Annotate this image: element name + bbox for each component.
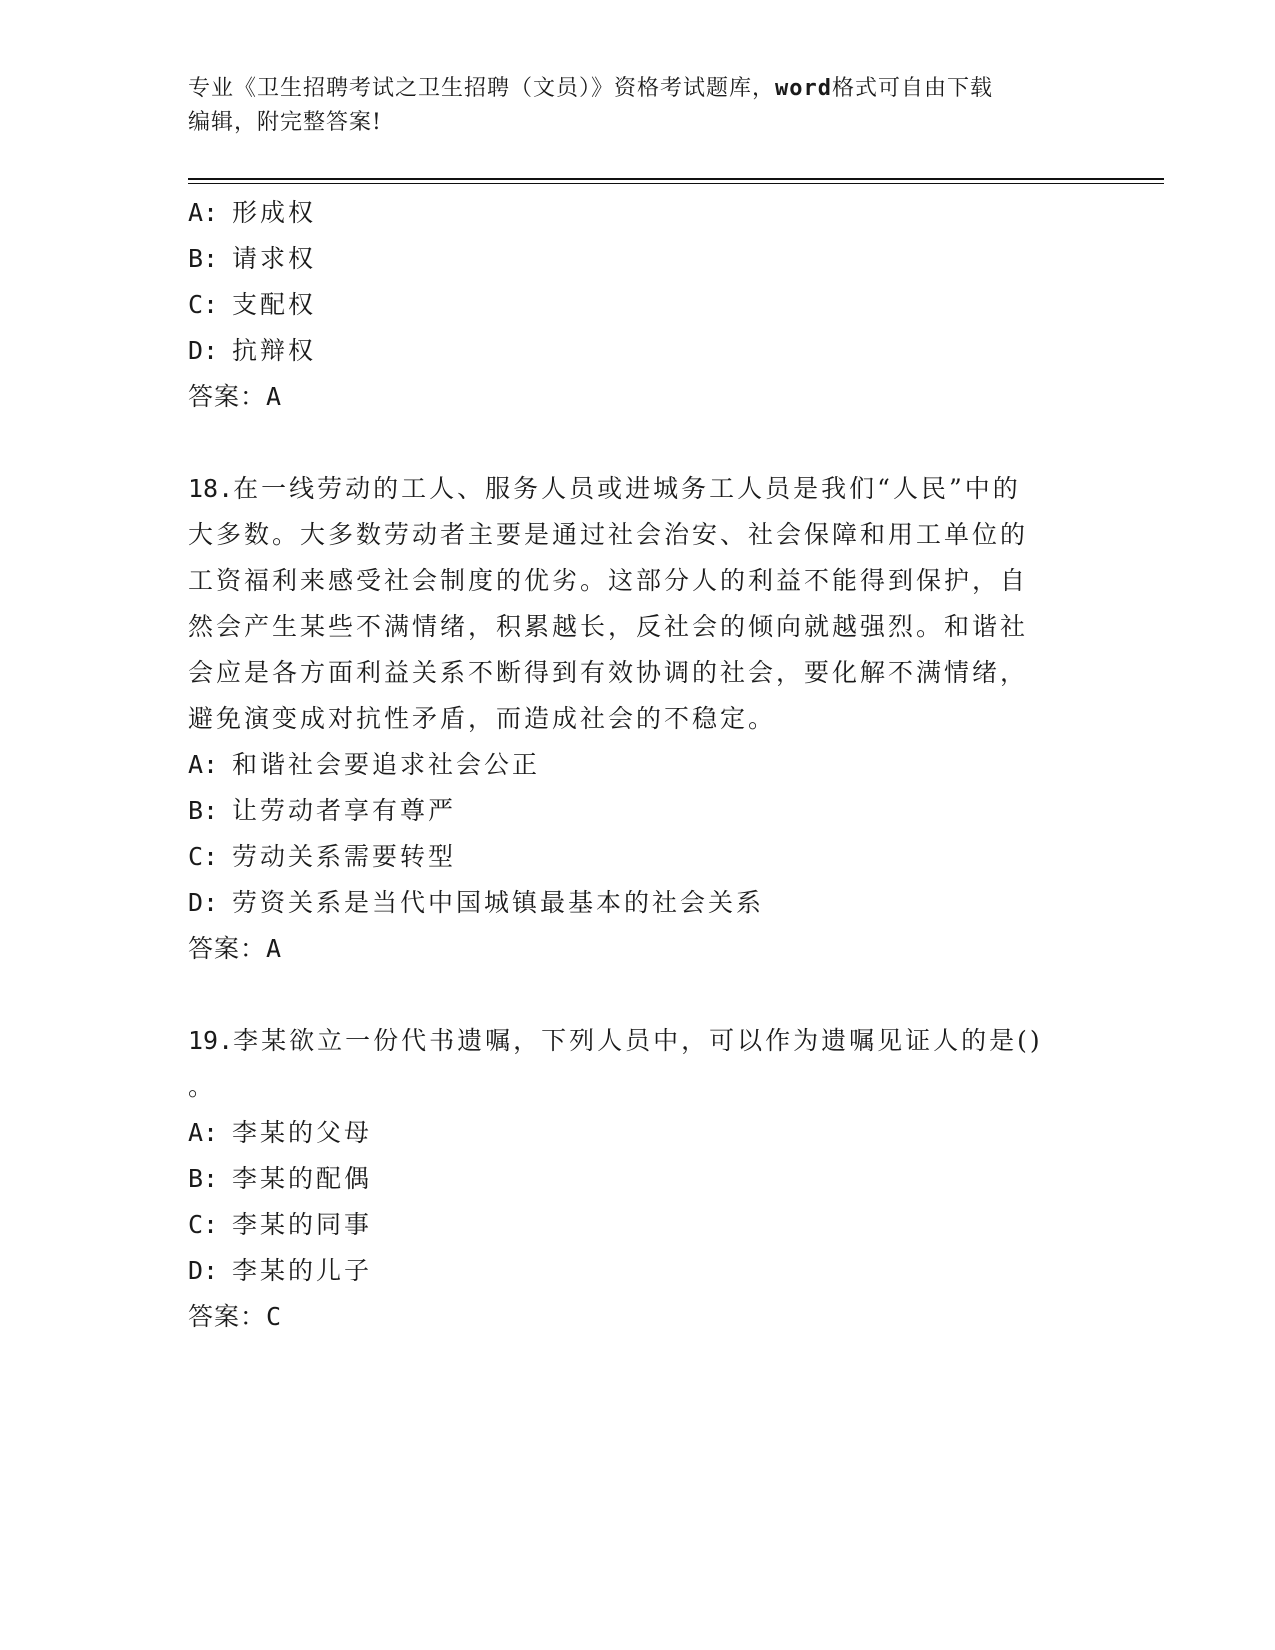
option-key: A:	[188, 750, 219, 779]
question-number: 19.	[188, 1026, 234, 1055]
question-17	[188, 190, 1088, 420]
option-text: 支配权	[232, 290, 317, 319]
question-stem-line: 大多数。大多数劳动者主要是通过社会治安、社会保障和用工单位的	[188, 520, 1029, 549]
option-key: A:	[188, 1118, 219, 1147]
answer	[188, 1294, 1088, 1340]
question-stem-text: 李某欲立一份代书遗嘱，下列人员中，可以作为遗嘱见证人的是()	[233, 1026, 1043, 1055]
question-19	[188, 1018, 1088, 1340]
option-d	[188, 328, 1088, 374]
option-a	[188, 190, 1088, 236]
header-word: word	[775, 76, 832, 101]
question-stem-line: 然会产生某些不满情绪，积累越长，反社会的倾向就越强烈。和谐社	[188, 612, 1029, 641]
option-key: C:	[188, 1210, 219, 1239]
question-stem-line: 会应是各方面利益关系不断得到有效协调的社会，要化解不满情绪，	[188, 658, 1029, 687]
spacer	[188, 972, 1088, 1018]
question-18	[188, 466, 1088, 972]
option-text: 和谐社会要追求社会公正	[232, 750, 541, 779]
answer	[188, 374, 1088, 420]
question-stem-line	[188, 1018, 1088, 1064]
option-a	[188, 742, 1088, 788]
header-text-after: 格式可自由下载	[832, 76, 994, 101]
option-a	[188, 1110, 1088, 1156]
option-key: B:	[188, 1164, 219, 1193]
question-stem-line: 避免演变成对抗性矛盾，而造成社会的不稳定。	[188, 704, 777, 733]
answer-label: 答案：	[188, 382, 267, 411]
answer-value: A	[266, 934, 283, 963]
option-text: 请求权	[232, 244, 317, 273]
option-text: 劳动关系需要转型	[232, 842, 457, 871]
answer-label: 答案：	[188, 1302, 267, 1331]
answer-label: 答案：	[188, 934, 267, 963]
question-stem-line	[188, 466, 1088, 512]
answer-value: A	[266, 382, 283, 411]
option-key: C:	[188, 842, 219, 871]
option-key: A:	[188, 198, 219, 227]
question-content	[188, 190, 1088, 1340]
header-line-2: 编辑，附完整答案!	[188, 110, 382, 135]
option-text: 李某的配偶	[232, 1164, 373, 1193]
header-line-1	[188, 72, 1088, 106]
answer-value: C	[266, 1302, 283, 1331]
option-key: D:	[188, 336, 219, 365]
spacer	[188, 420, 1088, 466]
option-text: 让劳动者享有尊严	[232, 796, 457, 825]
option-key: B:	[188, 796, 219, 825]
option-key: D:	[188, 888, 219, 917]
option-d	[188, 880, 1088, 926]
option-text: 李某的同事	[232, 1210, 373, 1239]
option-d	[188, 1248, 1088, 1294]
option-text: 李某的父母	[232, 1118, 373, 1147]
header-divider-thin	[188, 183, 1164, 184]
question-stem-text: 在一线劳动的工人、服务人员或进城务工人员是我们“人民”中的	[233, 474, 1021, 503]
option-key: B:	[188, 244, 219, 273]
question-stem-line: 工资福利来感受社会制度的优劣。这部分人的利益不能得到保护，自	[188, 566, 1029, 595]
option-text: 抗辩权	[232, 336, 317, 365]
answer	[188, 926, 1088, 972]
header-text-before: 专业《卫生招聘考试之卫生招聘（文员）》资格考试题库，	[188, 76, 776, 101]
document-header	[188, 72, 1088, 140]
question-stem-line: 。	[188, 1072, 217, 1101]
option-text: 形成权	[232, 198, 317, 227]
option-b	[188, 1156, 1088, 1202]
option-c	[188, 1202, 1088, 1248]
option-c	[188, 834, 1088, 880]
option-key: C:	[188, 290, 219, 319]
option-b	[188, 788, 1088, 834]
question-number: 18.	[188, 474, 234, 503]
header-divider-thick	[188, 178, 1164, 180]
option-c	[188, 282, 1088, 328]
option-text: 劳资关系是当代中国城镇最基本的社会关系	[232, 888, 765, 917]
option-text: 李某的儿子	[232, 1256, 373, 1285]
option-key: D:	[188, 1256, 219, 1285]
option-b	[188, 236, 1088, 282]
